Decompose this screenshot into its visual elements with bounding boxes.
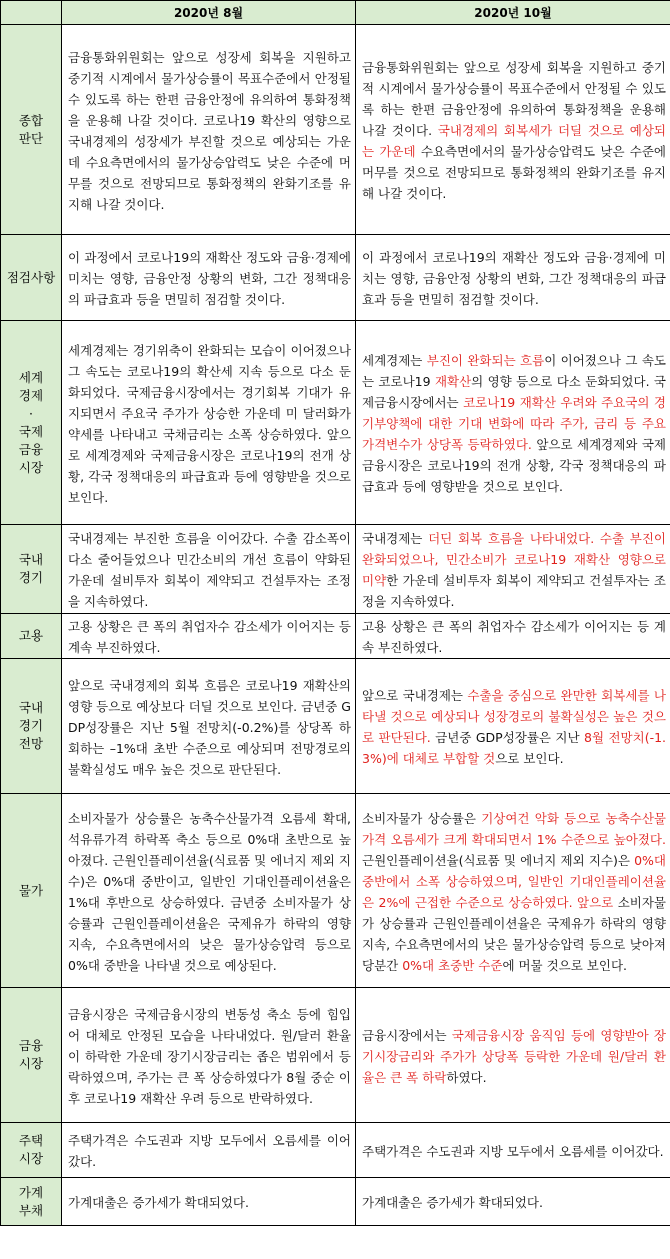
row-label-line: 시장 [18,459,44,475]
cell-aug [62,794,356,988]
row-label-line: 국제 [18,423,44,439]
row-label [1,525,62,614]
highlighted-text: 0%대 초중반 수준 [402,957,503,973]
body-text: 국내경제는 부진한 흐름을 이어갔다. 수출 감소폭이 다소 줄어들었으나 민간소비의 개선 흐름이 약화된 가운데 설비투자 회복이 제약되고 건설투자는 조정을 지속하였다. [68,531,351,609]
table-row [1,988,670,1123]
body-text: 하였다. [446,1069,487,1085]
row-label-line: 경기 [18,718,44,733]
cell-oct [356,525,670,614]
body-text: 에 머물 것으로 보인다. [502,957,628,973]
body-text: 세계경제는 [362,353,427,368]
table-row [1,614,670,659]
cell-aug [62,235,356,321]
body-text: 앞으로 국내경제는 [362,688,468,703]
cell-aug [62,614,356,659]
cell-oct [356,614,670,659]
cell-aug [62,659,356,794]
table-row [1,235,670,321]
row-label [1,988,62,1123]
highlighted-text: 기상여건 악화 등으로 농축수산물가격 오름세가 크게 확대되면서 1% 수준으로 높아졌다. [362,810,666,847]
row-label-line: 시장 [18,1151,44,1166]
highlighted-text: 국제금융시장 움직임 등에 영향받아 장기시장금리와 주가가 상당폭 등락한 가운데 원/달러 환율은 큰 폭 하락 [362,1027,666,1085]
highlighted-text: 부진이 완화되는 흐름 [426,353,545,368]
body-text: 주택가격은 수도권과 지방 모두에서 오름세를 이어갔다. [362,1143,664,1159]
body-text: 금융시장은 국제금융시장의 변동성 축소 등에 힘입어 대체로 안정된 모습을 나타내었다. 원/달러 환율이 하락한 가운데 장기시장금리는 좁은 범위에서 등락하였으며, 주가는 큰 폭 상승하였다가 8월 중순 이후 코로나19 재확산 우려 등으로 반락하였다. [68,1006,351,1106]
row-label [1,1178,62,1226]
row-label-line: 점검사항 [6,269,56,285]
highlighted-text: 코로나19 재확산 우려와 주요국의 경기부양책에 대한 기대 변화에 따라 주가, 금리 등 주요 가격변수가 상당폭 등락하였다. [362,395,666,452]
column-header-oct: 2020년 10월 [356,1,670,25]
highlighted-text: 수출을 중심으로 완만한 회복세를 나타낼 것으로 예상되나 성장경로의 불확실성은 높은 것으로 판단된다. [362,688,666,745]
body-text: 앞으로 세계경제와 국제금융시장은 코로나19의 전개 상황, 각국 정책대응의 파급효과 등에 영향받을 것으로 보인다. [362,437,666,494]
body-text: 소비자물가 상승률은 농축수산물가격 오름세 확대, 석유류가격 하락폭 축소 등으로 0%대 초반으로 높아졌다. 근원인플레이션율(식료품 및 에너지 제외 지수)은 0%대 중반이고, 일반인 기대인플레이션율은 1%대 후반으로 상승하였다. 금년중 소비자물가 상승률과 근원인플레이션율은 국제유가 하락의 영향 지속, 수요측면에서의 낮은 물가상승압력 등으로 0%대 중반을 나타낼 것으로 예상된다. [68,810,351,973]
table-row [1,25,670,235]
body-text: 금융통화위원회는 앞으로 성장세 회복을 지원하고 중기적 시계에서 물가상승률이 목표수준에서 안정될 수 있도록 하는 한편 금융안정에 유의하여 통화정책을 운용해 나갈 것이다. [362,60,666,138]
cell-oct [356,1178,670,1226]
column-header-aug: 2020년 8월 [62,1,356,25]
cell-oct [356,235,670,321]
cell-aug [62,1123,356,1178]
row-label [1,321,62,525]
body-text: 이 이어졌으나 그 속도는 코로나19 [362,353,666,389]
row-label-line: 종합 [18,112,44,128]
row-label-line: 판단 [18,130,44,146]
table-row [1,794,670,988]
body-text: 이 과정에서 코로나19의 재확산 정도와 금융·경제에 미치는 영향, 금융안정 상황의 변화, 그간 정책대응의 파급효과 등을 면밀히 점검할 것이다. [362,250,666,307]
body-text: 세계경제는 경기위축이 완화되는 모습이 이어졌으나 그 속도는 코로나19의 확산세 지속 등으로 다소 둔화되었다. 국제금융시장에서는 경기회복 기대가 유지되면서 주요국 주가가 상승한 가운데 미 달러화가 약세를 나타내고 국채금리는 소폭 상승하였다. 앞으로 세계경제와 국제금융시장은 코로나19의 전개 상황, 각국 정책대응의 파급효과 등에 영향받을 것으로 보인다. [68,342,351,505]
body-text: 근원인플레이션율(식료품 및 에너지 제외 지수)은 [362,852,635,868]
highlighted-text: 국내경제의 회복세가 더딜 것으로 예상되는 가운데 [362,123,667,159]
body-text: 금융시장에서는 [362,1027,452,1043]
row-label-line: 전망 [18,736,44,751]
row-label-line: 가계 [18,1184,44,1200]
body-text: 이 과정에서 코로나19의 재확산 정도와 금융·경제에 미치는 영향, 금융안정 상황의 변화, 그간 정책대응의 파급효과 등을 면밀히 점검할 것이다. [68,250,351,307]
row-label-line: 물가 [18,882,44,898]
row-label-line: 시장 [18,1056,44,1071]
highlighted-text: 재확산 [434,374,472,389]
table-row [1,1178,670,1226]
row-label-line: 부채 [18,1202,44,1218]
highlighted-text: 8월 전망치(-1.3%)에 대체로 부합할 것 [362,730,667,766]
cell-oct [356,659,670,794]
row-label [1,794,62,988]
row-label [1,1123,62,1178]
highlighted-text: 더딘 회복 흐름을 나타내었다. 수출 부진이 완화되었으나, 민간소비가 코로나19 재확산 영향으로 미약 [362,531,666,588]
row-label [1,614,62,659]
row-label-line: 고용 [18,628,44,643]
cell-aug [62,988,356,1123]
table-row [1,1123,670,1178]
body-text: 소비자물가 상승률과 근원인플레이션율은 국제유가 하락의 영향 지속, 수요측면에서의 낮은 물가상승압력 등으로 낮아져 당분간 [362,894,666,973]
body-text: 앞으로 국내경제의 회복 흐름은 코로나19 재확산의 영향 등으로 예상보다 더딜 것으로 보인다. 금년중 GDP성장률은 지난 5월 전망치(-0.2%)를 상당폭 하회하는 –1%대 초반 수준으로 예상되며 전망경로의 불확실성도 매우 높은 것으로 판단된다. [68,677,351,777]
cell-aug [62,1178,356,1226]
body-text: 소비자물가 상승률은 [362,810,482,826]
cell-aug [62,25,356,235]
body-text: 주택가격은 수도권과 지방 모두에서 오름세를 이어갔다. [68,1133,351,1169]
table-row [1,321,670,525]
row-label-line: · [29,405,33,421]
table-body [1,25,670,1226]
body-text: 으로 보인다. [495,751,564,766]
cell-oct [356,794,670,988]
body-text: 수요측면에서의 물가상승압력도 낮은 수준에 머무를 것으로 전망되므로 통화정책의 완화기조를 유지해 나갈 것이다. [362,144,666,201]
body-text: 의 영향 등으로 다소 둔화되었다. 국제금융시장에서는 [362,374,666,410]
cell-oct [356,321,670,525]
table-row [1,525,670,614]
cell-aug [62,321,356,525]
body-text: 고용 상황은 큰 폭의 취업자수 감소세가 이어지는 등 계속 부진하였다. [362,619,666,655]
highlighted-text: 0%대 중반에서 소폭 상승하였으며, 일반인 기대인플레이션율은 2%에 근접한 수준으로 상승하였다. [362,852,666,910]
row-label-line: 경제 [18,387,44,403]
row-label-line: 금융 [18,441,44,457]
highlighted-text: 앞으로 [577,894,614,910]
body-text: 한 가운데 설비투자 회복이 제약되고 건설투자는 조정을 지속하였다. [362,573,666,609]
cell-aug [62,525,356,614]
corner-cell [1,1,62,25]
row-label [1,659,62,794]
row-label-line: 금융 [18,1038,44,1053]
row-label [1,25,62,235]
cell-oct [356,25,670,235]
row-label-line: 국내 [18,700,44,715]
body-text: 금년중 GDP성장률은 지난 [430,730,585,745]
cell-oct [356,1123,670,1178]
row-label [1,235,62,321]
row-label-line: 주택 [18,1133,44,1148]
row-label-line: 국내 [18,552,44,567]
table-row [1,659,670,794]
body-text: 고용 상황은 큰 폭의 취업자수 감소세가 이어지는 등 계속 부진하였다. [68,619,351,655]
header-row [1,1,670,25]
body-text: 가계대출은 증가세가 확대되었다. [362,1195,543,1210]
cell-oct [356,988,670,1123]
body-text: 금융통화위원회는 앞으로 성장세 회복을 지원하고 중기적 시계에서 물가상승률이 목표수준에서 안정될 수 있도록 하는 한편 금융안정에 유의하여 통화정책을 운용해 나갈 것이다. 코로나19 확산의 영향으로 국내경제의 성장세가 부진할 것으로 예상되는 가운데 수요측면에서의 물가상승압력도 낮은 수준에 머무를 것으로 전망되므로 통화정책의 완화기조를 유지해 나갈 것이다. [68,49,351,212]
row-label-line: 세계 [18,369,44,385]
row-label-line: 경기 [18,570,44,585]
body-text: 가계대출은 증가세가 확대되었다. [68,1195,249,1210]
body-text: 국내경제는 [362,531,429,546]
